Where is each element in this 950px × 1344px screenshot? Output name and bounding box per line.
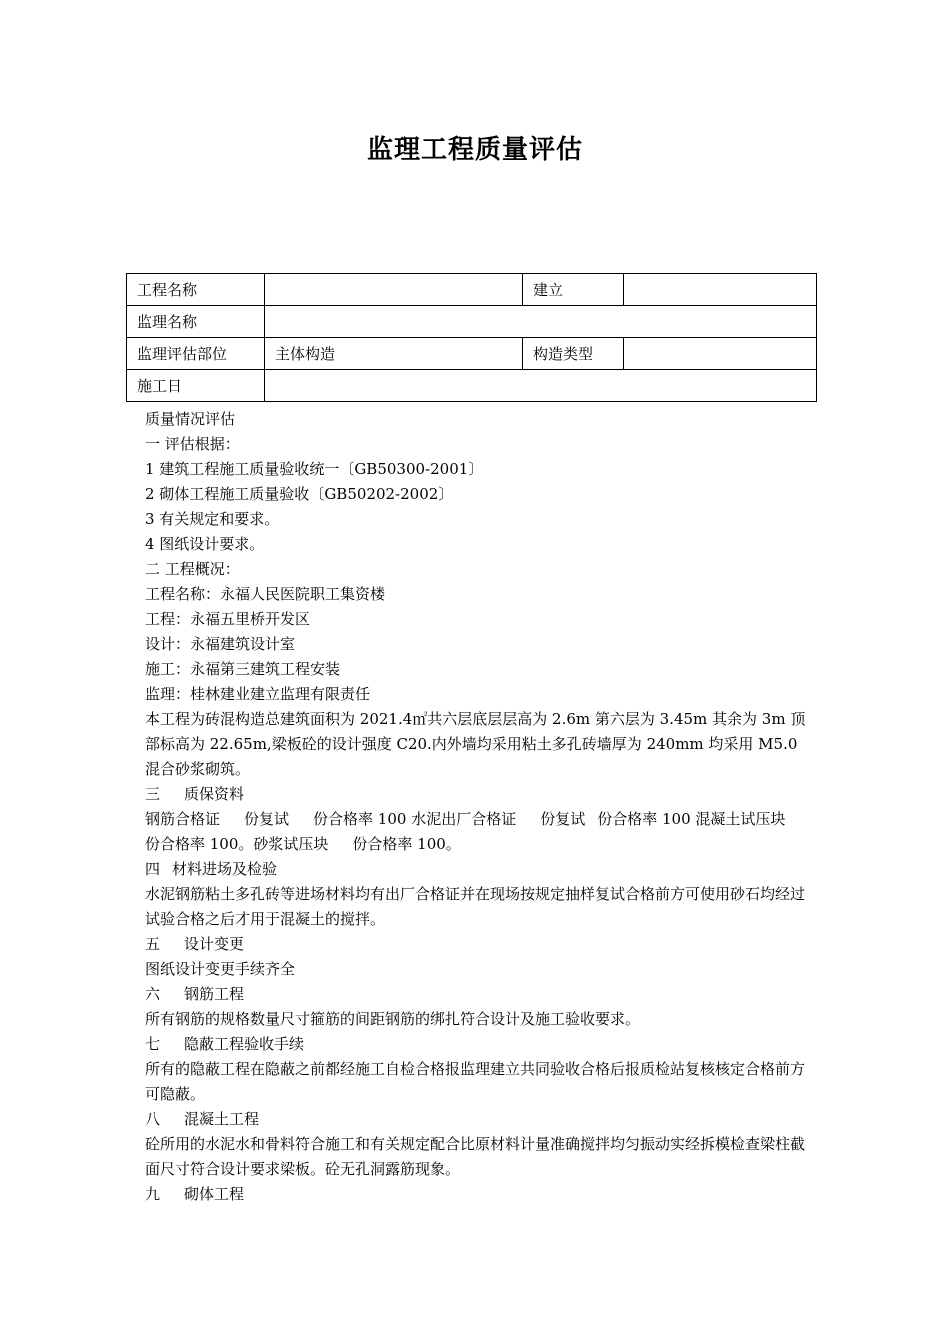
construction-date-value[interactable] — [265, 370, 817, 402]
paragraph: 本工程为砖混构造总建筑面积为 2021.4㎡共六层底层层高为 2.6m 第六层为 3.45m 其余为 3m 顶部标高为 22.65m,梁板砼的设计强度 C20.内外墙均采用粘土多孔砖墙厚为 240mm 均采用 M5.0 混合砂浆砌筑。 — [145, 710, 806, 778]
text-fragment: 份复试 — [540, 810, 586, 828]
section-number: 五 — [145, 935, 161, 953]
section-title: 砌体工程 — [184, 1185, 245, 1203]
structure-type-value[interactable] — [624, 338, 817, 370]
table-row — [127, 338, 817, 370]
table-row — [127, 370, 817, 402]
section-number: 八 — [145, 1110, 161, 1128]
section-number: 七 — [145, 1035, 161, 1053]
paragraph: 所有钢筋的规格数量尺寸箍筋的间距钢筋的绑扎符合设计及施工验收要求。 — [145, 1010, 641, 1028]
text-fragment: 份合格率 100 混凝土试压块 — [597, 810, 786, 828]
section-title: 隐蔽工程验收手续 — [184, 1035, 305, 1053]
list-item: 施工：永福第三建筑工程安装 — [145, 660, 341, 678]
paragraph: 砼所用的水泥水和骨料符合施工和有关规定配合比原材料计量准确搅拌均匀振动实经拆模检查梁柱截面尺寸符合设计要求梁板。砼无孔洞露筋现象。 — [145, 1135, 806, 1178]
project-name-label: 工程名称 — [127, 274, 265, 306]
section-number: 六 — [145, 985, 161, 1003]
paragraph: 图纸设计变更手续齐全 — [145, 960, 296, 978]
section-heading — [145, 1107, 810, 1132]
section-title: 钢筋工程 — [184, 985, 245, 1003]
construction-date-label: 施工日 — [127, 370, 265, 402]
section-number: 四 — [145, 860, 161, 878]
section-title: 混凝土工程 — [184, 1110, 260, 1128]
section-heading — [145, 782, 810, 807]
section-title: 材料进场及检验 — [172, 860, 278, 878]
list-item: 1 建筑工程施工质量验收统一〔GB50300-2001〕 — [145, 460, 484, 478]
table-row — [127, 274, 817, 306]
section-number: 三 — [145, 785, 161, 803]
list-item: 工程：永福五里桥开发区 — [145, 610, 311, 628]
section-heading — [145, 1182, 810, 1207]
list-item: 监理：桂林建业建立监理有限责任 — [145, 685, 371, 703]
supervision-name-label: 监理名称 — [127, 306, 265, 338]
section-number: 九 — [145, 1185, 161, 1203]
section-heading — [145, 857, 810, 882]
text-fragment: 钢筋合格证 — [145, 810, 221, 828]
party-value[interactable] — [624, 274, 817, 306]
text-fragment: 份复试 — [244, 810, 290, 828]
text-fragment: 份合格率 100 水泥出厂合格证 — [313, 810, 517, 828]
section-title: 设计变更 — [184, 935, 245, 953]
list-item: 工程名称：永福人民医院职工集资楼 — [145, 585, 386, 603]
eval-part-value[interactable]: 主体构造 — [265, 338, 523, 370]
text-fragment: 份合格率 100。砂浆试压块 — [145, 835, 329, 853]
project-info-table — [126, 273, 817, 402]
structure-type-label: 构造类型 — [523, 338, 624, 370]
text-fragment: 份合格率 100。 — [352, 835, 461, 853]
table-row — [127, 306, 817, 338]
section-heading: 二 工程概况： — [145, 560, 240, 578]
list-item: 3 有关规定和要求。 — [145, 510, 280, 528]
paragraph — [145, 807, 810, 857]
section-heading: 一 评估根据： — [145, 435, 240, 453]
eval-part-label: 监理评估部位 — [127, 338, 265, 370]
paragraph: 所有的隐蔽工程在隐蔽之前都经施工自检合格报监理建立共同验收合格后报质检站复核核定合格前方可隐蔽。 — [145, 1060, 806, 1103]
project-name-value[interactable] — [265, 274, 523, 306]
section-title: 质保资料 — [184, 785, 245, 803]
section-heading — [145, 932, 810, 957]
paragraph: 水泥钢筋粘土多孔砖等进场材料均有出厂合格证并在现场按规定抽样复试合格前方可使用砂石均经过试验合格之后才用于混凝土的搅拌。 — [145, 885, 806, 928]
quality-heading: 质量情况评估 — [145, 410, 236, 428]
list-item: 设计：永福建筑设计室 — [145, 635, 296, 653]
party-label: 建立 — [523, 274, 624, 306]
list-item: 4 图纸设计要求。 — [145, 535, 265, 553]
section-heading — [145, 1032, 810, 1057]
document-title: 监理工程质量评估 — [366, 135, 583, 165]
list-item: 2 砌体工程施工质量验收〔GB50202-2002〕 — [145, 485, 454, 503]
document-body — [145, 407, 810, 1207]
section-heading — [145, 982, 810, 1007]
supervision-name-value[interactable] — [265, 306, 817, 338]
